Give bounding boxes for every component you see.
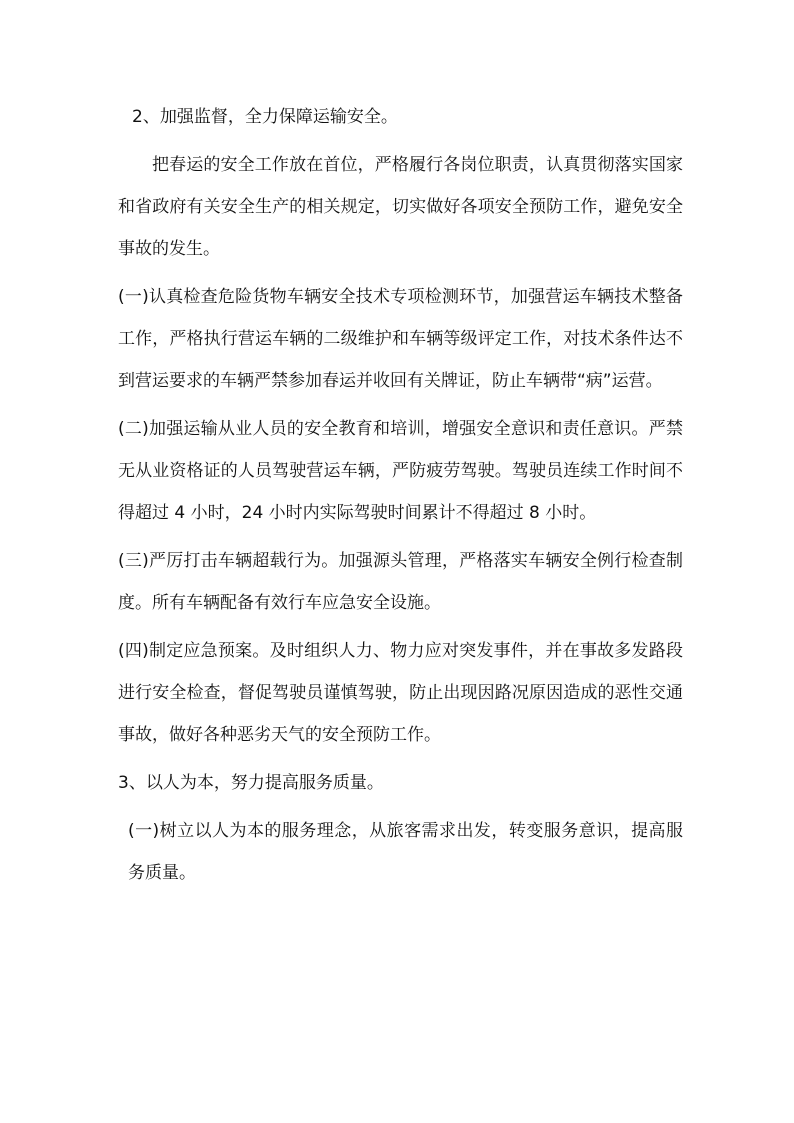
document-body (118, 96, 683, 894)
paragraph-item-3: (三)严厉打击车辆超载行为。加强源头管理，严格落实车辆安全例行检查制度。所有车辆配备有效行车应急安全设施。 (118, 551, 683, 613)
paragraph-item-1: (一)认真检查危险货物车辆安全技术专项检测环节，加强营运车辆技术整备工作，严格执行营运车辆的二级维护和车辆等级评定工作，对技术条件达不到营运要求的车辆严禁参加春运并收回有关牌证，防止车辆带“病”运营。 (118, 287, 683, 391)
section-heading-3: 3、以人为本，努力提高服务质量。 (118, 773, 384, 793)
section-heading-2: 2、加强监督，全力保障运输安全。 (132, 107, 398, 127)
paragraph-intro: 把春运的安全工作放在首位，严格履行各岗位职责，认真贯彻落实国家和省政府有关安全生产的相关规定，切实做好各项安全预防工作，避免安全事故的发生。 (118, 155, 683, 259)
paragraph-item-4: (四)制定应急预案。及时组织人力、物力应对突发事件，并在事故多发路段进行安全检查，督促驾驶员谨慎驾驶，防止出现因路况原因造成的恶性交通事故，做好各种恶劣天气的安全预防工作。 (118, 641, 683, 745)
paragraph-service-item-1: (一)树立以人为本的服务理念，从旅客需求出发，转变服务意识，提高服务质量。 (128, 821, 683, 883)
paragraph-item-2: (二)加强运输从业人员的安全教育和培训，增强安全意识和责任意识。严禁无从业资格证的人员驾驶营运车辆，严防疲劳驾驶。驾驶员连续工作时间不得超过 4 小时，24 小时内实际驾驶时间累计不得超过 8 小时。 (118, 419, 683, 523)
